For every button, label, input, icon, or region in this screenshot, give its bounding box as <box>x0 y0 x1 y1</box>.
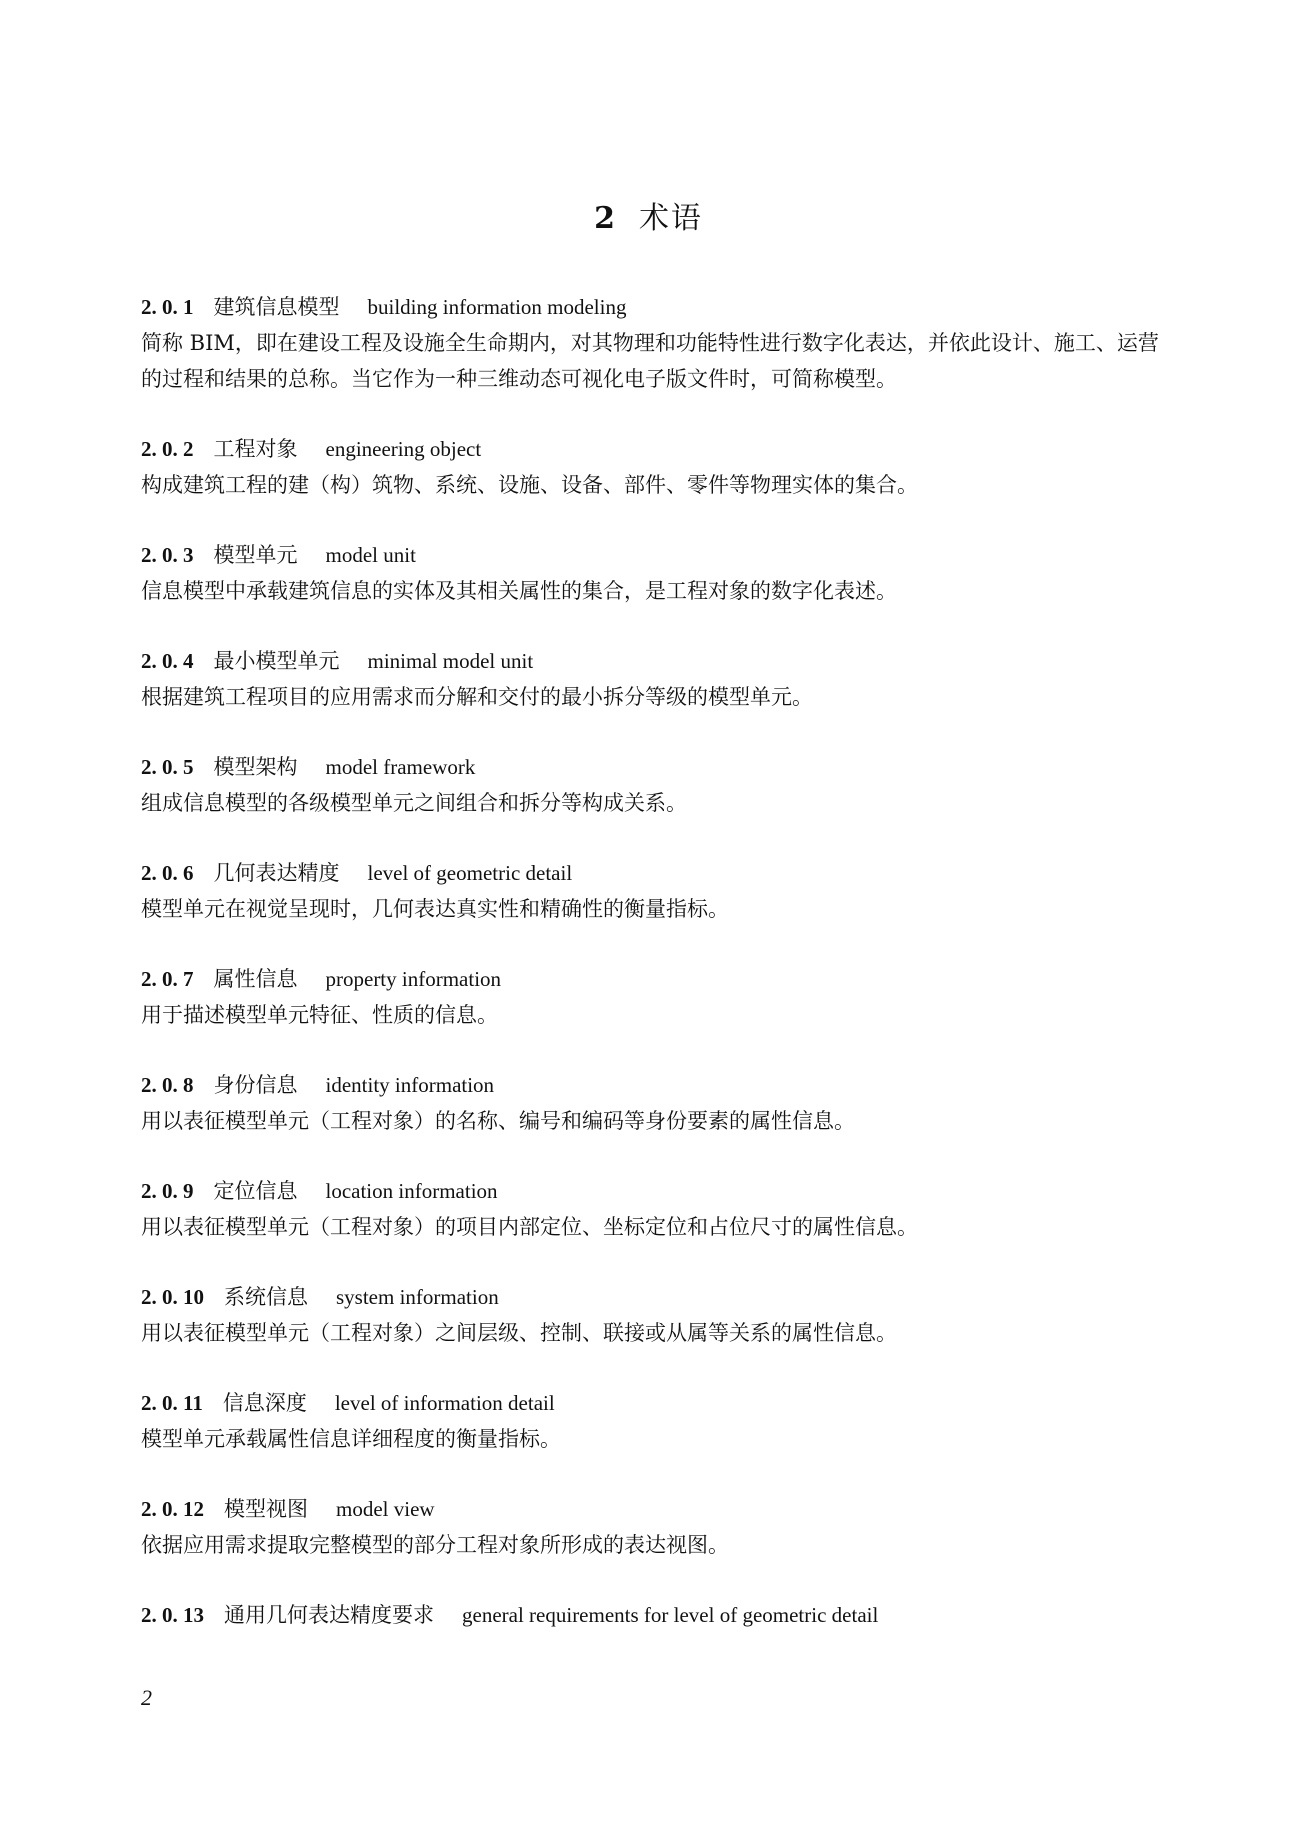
term-english: general requirements for level of geometric detail <box>462 1603 879 1627</box>
term-english: model framework <box>325 755 476 779</box>
term-english: model view <box>336 1497 435 1521</box>
term-definition: 模型单元在视觉呈现时，几何表达真实性和精确性的衡量指标。 <box>141 897 729 921</box>
term-chinese: 信息深度 <box>222 1391 307 1415</box>
term-definition: 根据建筑工程项目的应用需求而分解和交付的最小拆分等级的模型单元。 <box>141 685 813 709</box>
term-heading <box>141 1283 1161 1311</box>
term-heading <box>141 1601 1161 1629</box>
term-heading <box>141 541 1161 569</box>
term-number: 2. 0. 8 <box>141 1073 194 1097</box>
chapter-title <box>0 193 1297 237</box>
term-number: 2. 0. 3 <box>141 543 194 567</box>
terms-list <box>141 293 1161 1667</box>
chapter-title-text: 术语 <box>638 201 703 236</box>
term-entry <box>141 1071 1161 1139</box>
term-heading <box>141 647 1161 675</box>
term-definition: 用于描述模型单元特征、性质的信息。 <box>141 1003 498 1027</box>
term-entry <box>141 859 1161 927</box>
term-definition: 依据应用需求提取完整模型的部分工程对象所形成的表达视图。 <box>141 1533 729 1557</box>
term-number: 2. 0. 12 <box>141 1497 204 1521</box>
term-english: model unit <box>325 543 416 567</box>
term-definition: 构成建筑工程的建（构）筑物、系统、设施、设备、部件、零件等物理实体的集合。 <box>141 473 918 497</box>
term-entry <box>141 1283 1161 1351</box>
term-english: level of information detail <box>334 1391 555 1415</box>
term-chinese: 工程对象 <box>213 437 298 461</box>
term-english: building information modeling <box>367 295 627 319</box>
term-number: 2. 0. 5 <box>141 755 194 779</box>
term-number: 2. 0. 11 <box>141 1391 203 1415</box>
term-heading <box>141 1071 1161 1099</box>
term-heading <box>141 1389 1161 1417</box>
term-chinese: 几何表达精度 <box>213 861 340 885</box>
term-number: 2. 0. 7 <box>141 967 194 991</box>
term-heading <box>141 1495 1161 1523</box>
term-chinese: 通用几何表达精度要求 <box>224 1603 434 1627</box>
term-entry <box>141 541 1161 609</box>
term-entry <box>141 1389 1161 1457</box>
chapter-number: 2 <box>594 201 617 236</box>
term-number: 2. 0. 9 <box>141 1179 194 1203</box>
term-heading <box>141 293 1161 321</box>
term-definition: 用以表征模型单元（工程对象）的名称、编号和编码等身份要素的属性信息。 <box>141 1109 855 1133</box>
term-entry <box>141 1601 1161 1629</box>
term-entry <box>141 435 1161 503</box>
term-chinese: 建筑信息模型 <box>213 295 340 319</box>
term-number: 2. 0. 4 <box>141 649 194 673</box>
term-heading <box>141 965 1161 993</box>
term-number: 2. 0. 2 <box>141 437 194 461</box>
term-definition: 组成信息模型的各级模型单元之间组合和拆分等构成关系。 <box>141 791 687 815</box>
term-english: identity information <box>325 1073 495 1097</box>
term-number: 2. 0. 6 <box>141 861 194 885</box>
term-definition: 用以表征模型单元（工程对象）之间层级、控制、联接或从属等关系的属性信息。 <box>141 1321 897 1345</box>
term-english: engineering object <box>325 437 482 461</box>
term-definition: 模型单元承载属性信息详细程度的衡量指标。 <box>141 1427 561 1451</box>
term-chinese: 身份信息 <box>213 1073 298 1097</box>
term-entry <box>141 753 1161 821</box>
term-english: level of geometric detail <box>367 861 573 885</box>
term-number: 2. 0. 1 <box>141 295 194 319</box>
term-definition: 用以表征模型单元（工程对象）的项目内部定位、坐标定位和占位尺寸的属性信息。 <box>141 1215 918 1239</box>
term-entry <box>141 965 1161 1033</box>
term-chinese: 定位信息 <box>213 1179 298 1203</box>
term-number: 2. 0. 10 <box>141 1285 204 1309</box>
term-entry <box>141 1495 1161 1563</box>
term-definition: 简称 BIM，即在建设工程及设施全生命期内，对其物理和功能特性进行数字化表达，并依此设计、施工、运营的过程和结果的总称。当它作为一种三维动态可视化电子版文件时，可简称模型。 <box>141 331 1159 391</box>
term-entry <box>141 293 1161 397</box>
term-english: property information <box>325 967 502 991</box>
term-number: 2. 0. 13 <box>141 1603 204 1627</box>
term-chinese: 模型视图 <box>224 1497 308 1521</box>
term-entry <box>141 1177 1161 1245</box>
term-english: system information <box>336 1285 499 1309</box>
term-chinese: 系统信息 <box>224 1285 308 1309</box>
term-entry <box>141 647 1161 715</box>
term-heading <box>141 435 1161 463</box>
term-heading <box>141 859 1161 887</box>
term-chinese: 属性信息 <box>213 967 298 991</box>
term-definition: 信息模型中承载建筑信息的实体及其相关属性的集合，是工程对象的数字化表述。 <box>141 579 897 603</box>
term-heading <box>141 753 1161 781</box>
term-chinese: 最小模型单元 <box>213 649 340 673</box>
term-chinese: 模型架构 <box>213 755 298 779</box>
term-chinese: 模型单元 <box>213 543 298 567</box>
term-english: minimal model unit <box>367 649 534 673</box>
page-number: 2 <box>141 1685 152 1710</box>
term-heading <box>141 1177 1161 1205</box>
term-english: location information <box>325 1179 498 1203</box>
